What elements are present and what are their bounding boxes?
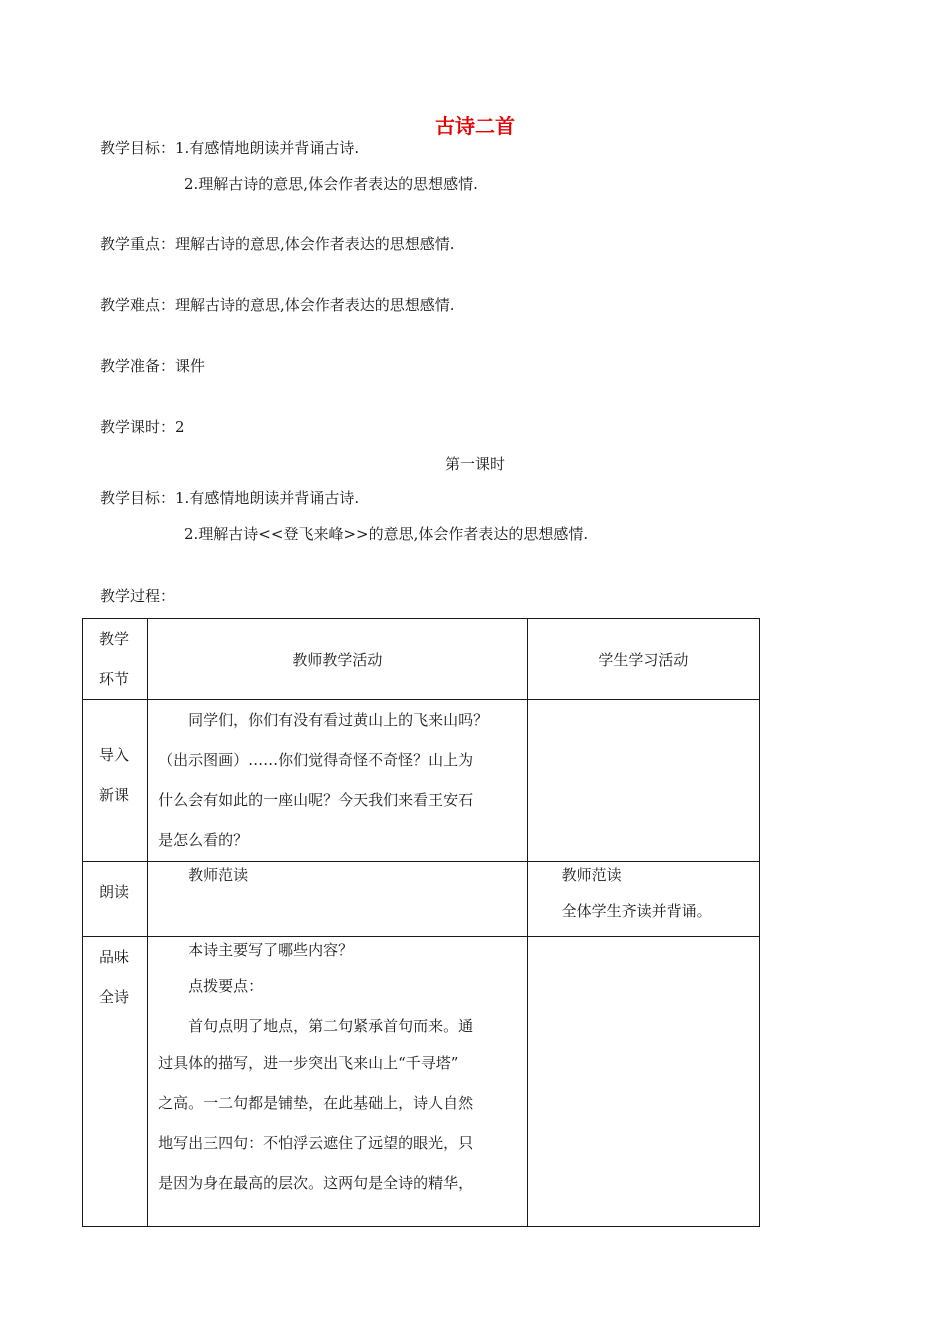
class-hours-row	[100, 417, 185, 437]
teacher-text-line: 点拨要点：	[188, 977, 264, 995]
key-point-text: 理解古诗的意思,体会作者表达的思想感情.	[175, 235, 455, 253]
header-stage-line-2: 环节	[99, 670, 130, 688]
teacher-text-line: 同学们，你们有没有看过黄山上的飞来山吗？	[188, 711, 489, 729]
stage-cell	[83, 937, 148, 1227]
teaching-process-table	[82, 618, 760, 1227]
lesson-heading: 第一课时	[444, 455, 505, 473]
preparation-label: 教学准备：	[100, 357, 176, 375]
stage-cell	[83, 700, 148, 862]
preparation-row	[100, 356, 205, 376]
teacher-text-line: 首句点明了地点，第二句紧承首句而来。通	[188, 1017, 474, 1035]
difficulty-row	[100, 295, 455, 315]
document-title: 古诗二首	[435, 114, 515, 138]
teacher-text-line: 本诗主要写了哪些内容？	[188, 941, 354, 959]
teacher-text-line: 之高。一二句都是铺垫，在此基础上，诗人自然	[158, 1094, 474, 1112]
teacher-activity-cell	[148, 700, 528, 862]
stage-cell	[83, 862, 148, 937]
process-label: 教学过程：	[100, 587, 176, 605]
goal-row-1	[100, 138, 359, 158]
goal-item-2: 2.理解古诗的意思,体会作者表达的思想感情.	[184, 175, 478, 193]
header-stage-line-1: 教学	[99, 630, 130, 648]
stage-text: 新课	[99, 786, 130, 804]
class-hours-label: 教学课时：	[100, 418, 176, 436]
stage-text: 全诗	[99, 988, 130, 1006]
student-text-line: 教师范读	[561, 866, 622, 884]
lesson-goal-item-1: 1.有感情地朗读并背诵古诗.	[175, 489, 360, 507]
preparation-text: 课件	[175, 357, 206, 375]
student-activity-cell	[527, 937, 759, 1227]
teacher-activity-cell	[148, 937, 528, 1227]
key-point-row	[100, 234, 455, 254]
student-text-line: 全体学生齐读并背诵。	[561, 902, 712, 920]
lesson-goal-item-2: 2.理解古诗<<登飞来峰>>的意思,体会作者表达的思想感情.	[184, 525, 589, 543]
teacher-text-line: 教师范读	[188, 866, 249, 884]
header-student-activity: 学生学习活动	[527, 619, 759, 700]
stage-text: 品味	[99, 948, 130, 966]
goal-item-1: 1.有感情地朗读并背诵古诗.	[175, 139, 360, 157]
class-hours-text: 2	[175, 418, 185, 436]
header-stage	[83, 619, 148, 700]
teacher-text-line: 是怎么看的？	[158, 831, 249, 849]
difficulty-text: 理解古诗的意思,体会作者表达的思想感情.	[175, 296, 455, 314]
teacher-text-line: 什么会有如此的一座山呢？今天我们来看王安石	[158, 791, 474, 809]
difficulty-label: 教学难点：	[100, 296, 176, 314]
lesson-goal-label: 教学目标：	[100, 489, 176, 507]
key-point-label: 教学重点：	[100, 235, 176, 253]
table-row	[83, 937, 760, 1227]
header-teacher-activity: 教师教学活动	[148, 619, 528, 700]
teacher-text-line: 是因为身在最高的层次。这两句是全诗的精华，	[158, 1174, 474, 1192]
student-activity-cell	[527, 862, 759, 937]
table-header-row	[83, 619, 760, 700]
table-row	[83, 700, 760, 862]
teacher-activity-cell	[148, 862, 528, 937]
teacher-text-line: （出示图画）……你们觉得奇怪不奇怪？山上为	[158, 751, 474, 769]
lesson-goal-row-1	[100, 488, 359, 508]
student-activity-cell	[527, 700, 759, 862]
teacher-text-line: 地写出三四句：不怕浮云遮住了远望的眼光，只	[158, 1134, 474, 1152]
stage-text: 朗读	[99, 883, 130, 901]
table-row	[83, 862, 760, 937]
goal-label: 教学目标：	[100, 139, 176, 157]
teacher-text-line: 过具体的描写，进一步突出飞来山上“千寻塔”	[158, 1054, 459, 1072]
stage-text: 导入	[99, 746, 130, 764]
